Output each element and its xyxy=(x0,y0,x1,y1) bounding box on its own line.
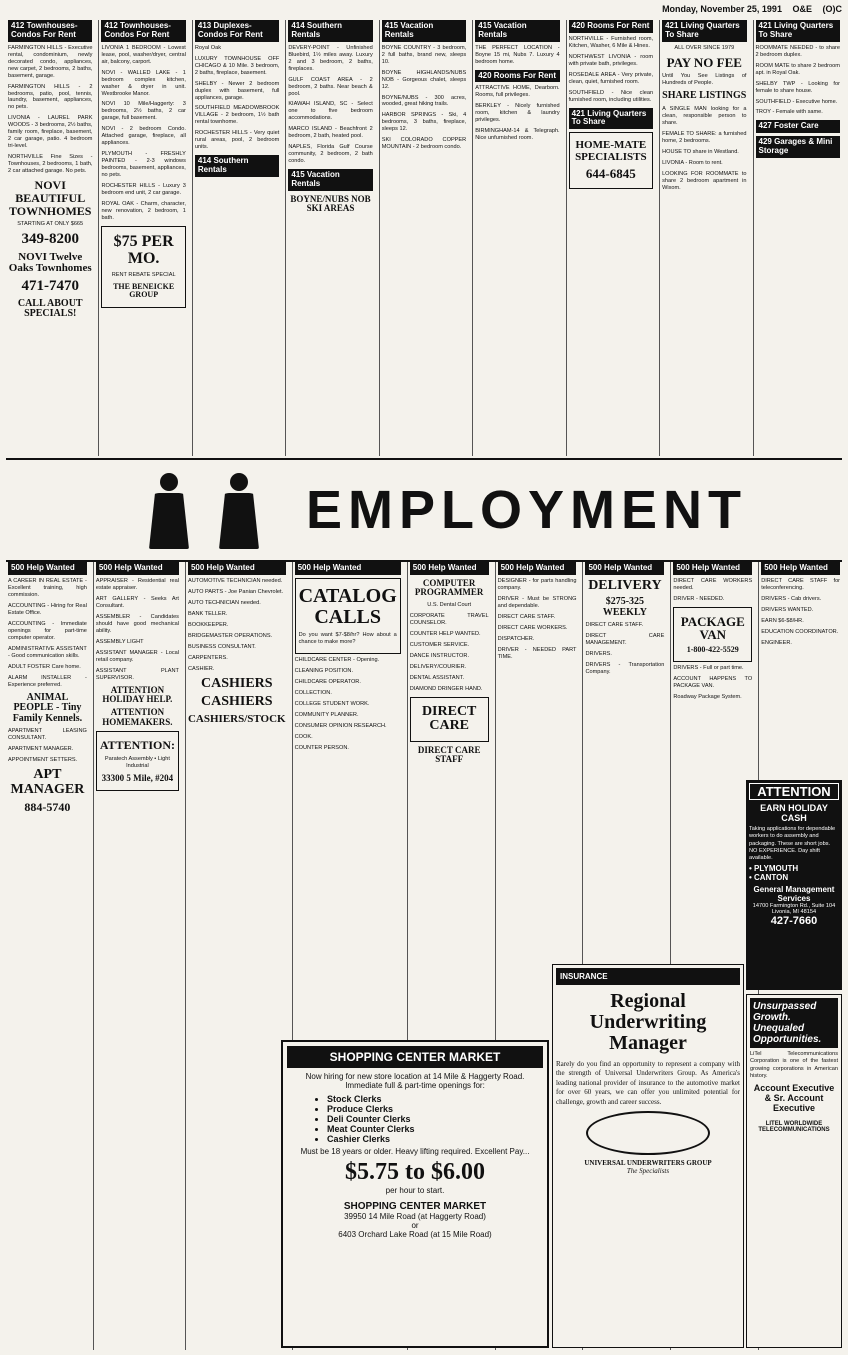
classified-ad: BOYNE HIGHLANDS/NUBS NOB - Gorgeous chalet, sleeps 12. xyxy=(381,69,467,90)
classified-ad: ACCOUNTING - Immediate openings for part-time computer operator. xyxy=(8,620,87,641)
ad-body: LiTel Telecommunications Corporation is one of the fastest growing corporations in American history. xyxy=(750,1051,838,1079)
classified-ad: ENGINEER. xyxy=(761,639,792,646)
classified-ad: CHILDCARE OPERATOR. xyxy=(294,678,361,685)
classified-ad: ROOM MATE to share 2 bedroom apt. in Royal Oak. xyxy=(755,62,840,76)
column-heading: 420 Rooms For Rent xyxy=(569,20,653,33)
classified-column xyxy=(566,20,655,456)
display-ad-title: DIRECT CARE STAFF xyxy=(417,744,481,765)
classified-ad: ASSEMBLY LIGHT xyxy=(95,638,144,645)
display-ad-company: THE BENEICKE GROUP xyxy=(113,281,175,300)
classified-ad: NORTHVILLE - Furnished room, Kitchen, Washer, 6 Mile & Hines. xyxy=(568,35,654,49)
role-title: & Sr. Account Executive xyxy=(764,1093,824,1114)
display-ad-phone: 884-5740 xyxy=(24,800,71,815)
column-heading: 420 Rooms For Rent xyxy=(475,70,559,83)
column-heading: 412 Townhouses-Condos For Rent xyxy=(8,20,92,42)
ad-title: SHOPPING CENTER MARKET xyxy=(287,1046,543,1068)
classified-ad: COLLECTION. xyxy=(294,689,332,696)
column-heading: 500 Help Wanted xyxy=(8,562,87,575)
classified-ad: DEVERY-POINT - Unfinished Bluebird, 1½ miles away. Luxury 2 and 3 bedroom, 2 baths, fireplaces. xyxy=(288,44,373,72)
display-ad-title: NOVI BEAUTIFUL TOWNHOMES xyxy=(8,178,92,218)
ad-body: Rarely do you find an opportunity to represent a company with the strength of Universal Underwriters Group. As America's leading national provider of insurance to the automotive market for over 60 years, we can offer you unlimited potential for challenge, growth and career success. xyxy=(556,1060,740,1106)
classified-ad: ADMINISTRATIVE ASSISTANT - Good communication skills. xyxy=(8,645,87,659)
display-ad-phone: 1-800-422-5529 xyxy=(686,645,739,655)
classified-ad: COUNTER PERSON. xyxy=(294,744,349,751)
classified-ad: DESIGNER - for parts handling company. xyxy=(497,577,577,591)
classified-ad: DRIVER - NEEDED PART TIME. xyxy=(497,646,577,660)
classified-ad: LUXURY TOWNHOUSE OFF CHICAGO & 10 Mile. 3 bedroom, 2 baths, fireplace, basement. xyxy=(194,55,280,76)
classified-ad: CORPORATE TRAVEL COUNSELOR. xyxy=(409,612,489,626)
classified-ad: DIRECT CARE WORKERS. xyxy=(497,624,568,631)
classified-ad: DIAMOND DRINGER HAND. xyxy=(409,685,483,692)
display-ad-title: CASHIERS xyxy=(200,694,273,710)
classified-ad: NOVI - WALLED LAKE - 1 bedroom complex kitchen, washer & dryer in unit. Westbrooke Manor. xyxy=(101,69,186,97)
classified-ad: ACCOUNT HAPPENS TO PACKAGE VAN. xyxy=(673,676,753,690)
classified-ad: DENTAL ASSISTANT. xyxy=(409,674,465,681)
classified-ad: DRIVERS - Full or part time. xyxy=(673,665,744,672)
classified-ad: NOVI 10 Mile/Haggerty: 3 bedrooms, 2½ baths, 2 car garage, full basement. xyxy=(101,101,186,122)
classified-ad: SKI COLORADO COPPER MOUNTAIN - 2 bedroom condo. xyxy=(381,137,467,151)
classified-ad: DIRECT CARE STAFF. xyxy=(585,622,644,629)
litel-ad xyxy=(746,994,842,1348)
classified-ad: BERKLEY - Nicely furnished room, kitchen & laundry privileges. xyxy=(475,103,560,124)
classified-ad: NORTHWEST LIVONIA - room with private bath, privileges. xyxy=(568,53,654,67)
display-ad-title: SHARE LISTINGS xyxy=(662,90,747,102)
display-ad-subtitle: Paratech Assembly • Light Industrial xyxy=(104,755,170,769)
classified-ad: EARN $6-$8/HR. xyxy=(761,617,804,624)
classified-ad: ATTRACTIVE HOME, Dearborn. Rooms, full privileges. xyxy=(475,85,560,99)
display-ad xyxy=(410,697,489,742)
classified-ad: NAPLES, Florida Gulf Course community, 2 bedroom, 2 bath condo. xyxy=(288,144,373,165)
classified-ad: Until You See Listings of Hundreds of People. xyxy=(662,73,747,87)
firm-address: 14700 Farmington Rd., Suite 104 Livonia, MI 48154 xyxy=(752,903,836,916)
classified-ad: COOK. xyxy=(294,733,313,740)
column-heading: 500 Help Wanted xyxy=(498,562,577,575)
classified-ad: PLYMOUTH - FRESHLY PAINTED - 2-3 windows bedrooms, basement, appliances, no pets. xyxy=(101,151,186,179)
section-title: EMPLOYMENT xyxy=(306,480,748,540)
column-heading: 427 Foster Care xyxy=(756,120,840,133)
column-heading: 500 Help Wanted xyxy=(295,562,401,575)
classified-ad: BOYNE/NUBS - 300 acres, wooded, great hiking trails. xyxy=(381,94,467,108)
classified-ad: LIVONIA 1 BEDROOM - Lowest lease, pool, washer/dryer, central air, balcony, carport. xyxy=(101,44,186,65)
classified-ad: ADULT FOSTER Care home. xyxy=(8,663,81,670)
column-heading: 415 Vacation Rentals xyxy=(382,20,466,42)
display-ad-title: ATTENTION HOMEMAKERS. xyxy=(102,707,173,727)
column-heading: 500 Help Wanted xyxy=(761,562,840,575)
classified-ad: APARTMENT LEASING CONSULTANT. xyxy=(8,728,87,742)
classified-ad: ROOMMATE NEEDED - to share 2 bedroom duplex. xyxy=(755,44,840,58)
classified-column xyxy=(185,562,288,1350)
classified-ad: BIRMINGHAM-14 & Telegraph. Nice unfurnished room. xyxy=(475,128,560,142)
classified-ad: DRIVER - NEEDED. xyxy=(673,595,725,602)
display-ad-title: NOVI Twelve Oaks Townhomes xyxy=(8,250,92,275)
classified-column xyxy=(285,20,374,456)
classified-column xyxy=(753,20,842,456)
classified-ad: COLLEGE STUDENT WORK. xyxy=(294,700,370,707)
job-item: • Stock Clerks xyxy=(327,1094,543,1104)
display-ad xyxy=(569,132,653,189)
display-ad xyxy=(101,226,185,307)
classified-ad: ALL OVER SINCE 1979 xyxy=(674,44,735,51)
ad-category: INSURANCE xyxy=(556,968,740,985)
role-title: Account Executive xyxy=(753,1083,835,1094)
classified-ad: SHELBY - Newer 2 bedroom duplex with basement, full appliances, garage. xyxy=(194,80,280,101)
classified-ad: HOUSE TO share in Westland. xyxy=(662,148,739,155)
classified-ad: DIRECT CARE STAFF. xyxy=(497,613,556,620)
address-2: 6403 Orchard Lake Road (at 15 Mile Road) xyxy=(338,1230,492,1239)
classified-ad: ART GALLERY - Seeks Art Consultant. xyxy=(95,595,179,609)
classified-ad: CONSUMER OPINION RESEARCH. xyxy=(294,722,387,729)
classified-column xyxy=(6,562,89,1350)
display-ad-title: COMPUTER PROGRAMMER xyxy=(414,577,484,598)
firm-phone: 427-7660 xyxy=(770,915,818,928)
header-date: Monday, November 25, 1991 xyxy=(662,4,782,14)
classified-ad: COUNTER HELP WANTED. xyxy=(409,630,481,637)
classified-ad: APPRAISER - Residential real estate appraiser. xyxy=(95,577,179,591)
classified-ad: SOUTHFIELD MEADOWBROOK VILLAGE - 2 bedroom, 1½ bath rental townhome. xyxy=(194,105,280,126)
display-ad-title: DELIVERY xyxy=(588,577,662,593)
classified-ad: A CAREER IN REAL ESTATE - Excellent training, high commission. xyxy=(8,577,87,598)
footer-name: SHOPPING CENTER MARKET xyxy=(343,1201,487,1212)
classified-ad: ASSISTANT MANAGER - Local retail company. xyxy=(95,649,179,663)
classified-ad: SOUTHFIELD - Executive home. xyxy=(755,98,838,105)
classified-ad: ALARM INSTALLER - Experience preferred. xyxy=(8,674,87,688)
classified-column xyxy=(659,20,748,456)
classified-ad: U.S. Dental Court xyxy=(427,601,472,608)
classified-ad: CLEANING POSITION. xyxy=(294,667,354,674)
classified-ad: AUTO TECHNICIAN needed. xyxy=(187,599,261,606)
company-name: LITEL WORLDWIDE TELECOMMUNICATIONS xyxy=(758,1121,830,1134)
display-ad xyxy=(96,731,179,791)
classified-ad: DRIVERS. xyxy=(585,651,612,658)
classified-ad: Do you want $7-$8/hr? How about a chance to make more? xyxy=(298,631,397,645)
company-name: UNIVERSAL UNDERWRITERS GROUP xyxy=(584,1159,712,1168)
classified-ad: HARBOR SPRINGS - Ski, 4 bedrooms, 3 baths, fireplace, sleeps 12. xyxy=(381,112,467,133)
classified-column xyxy=(98,20,187,456)
display-ad-title: CATALOG CALLS xyxy=(298,584,397,628)
display-ad-subtitle: RENT REBATE SPECIAL xyxy=(111,271,176,278)
classified-ad: FARMINGTON HILLS - 2 bedrooms, patio, pool, tennis, laundry, basement, appliances, no pets. xyxy=(8,83,93,111)
classified-ad: ROSEDALE AREA - Very private, clean, quiet, furnished room. xyxy=(568,71,654,85)
classified-ad: CUSTOMER SERVICE. xyxy=(409,641,470,648)
column-heading: 500 Help Wanted xyxy=(673,562,752,575)
column-heading: 415 Vacation Rentals xyxy=(288,169,372,191)
display-ad-title: BOYNE/NUBS NOB SKI AREAS xyxy=(290,193,371,214)
display-ad xyxy=(673,607,752,663)
job-item: • Meat Counter Clerks xyxy=(327,1124,543,1134)
classified-ad: NORTHVILLE Fine Sizes - Townhouses, 2 bedrooms, 1 bath, 2 car attached garage. No pets. xyxy=(8,154,93,175)
ad-intro: Now hiring for new store location at 14 Mile & Haggerty Road. Immediate full & part-time openings for: xyxy=(305,1072,525,1090)
column-heading: 414 Southern Rentals xyxy=(288,20,372,42)
location: • CANTON xyxy=(749,873,789,883)
location: • PLYMOUTH xyxy=(749,864,799,874)
ad-body: Taking applications for dependable workers to do assembly and packaging. These are short jobs. NO EXPERIENCE. Day shift available. xyxy=(749,826,836,862)
insurance-ad xyxy=(552,964,744,1348)
classified-ad: BOYNE COUNTRY - 3 bedroom, 2 full baths, brand new, sleeps 10. xyxy=(381,44,467,65)
company-logo-icon xyxy=(586,1111,710,1155)
display-ad-phone: 644-6845 xyxy=(585,166,636,182)
column-heading: 414 Southern Rentals xyxy=(195,155,279,177)
top-classifieds xyxy=(6,20,842,456)
classified-ad: ASSISTANT PLANT SUPERVISOR. xyxy=(95,667,179,681)
display-ad-title: $75 PER MO. xyxy=(113,233,174,268)
classified-ad: ASSEMBLER - Candidates should have good mechanical ability. xyxy=(95,613,179,634)
classified-ad: CARPENTERS. xyxy=(187,654,228,661)
display-ad-title: CASHIERS xyxy=(200,675,273,691)
classified-ad: DANCE INSTRUCTOR. xyxy=(409,652,470,659)
ad-title: ATTENTION xyxy=(749,783,839,800)
classified-ad: LOOKING FOR ROOMMATE to share 2 bedroom apartment in Wixom. xyxy=(662,170,747,191)
column-heading: 421 Living Quarters To Share xyxy=(662,20,746,42)
classified-ad: THE PERFECT LOCATION - Boyne 15 mi, Nubs 7. Luxury 4 bedroom home. xyxy=(475,44,560,65)
classified-ad: DRIVERS WANTED. xyxy=(761,606,814,613)
attention-ad xyxy=(746,780,842,990)
classified-ad: SHELBY TWP - Looking for female to share house. xyxy=(755,80,840,94)
classified-ad: AUTOMOTIVE TECHNICIAN needed. xyxy=(187,577,283,584)
classified-ad: CHILDCARE CENTER - Opening. xyxy=(294,656,380,663)
address-separator: or xyxy=(411,1221,419,1230)
display-ad-title: ATTENTION: xyxy=(99,738,175,753)
classified-ad: MARCO ISLAND - Beachfront 2 bedroom, 2 bath, heated pool. xyxy=(288,126,373,140)
display-ad-title: CASHIERS/STOCK xyxy=(187,713,286,726)
ad-requirements: Must be 18 years or older. Heavy lifting required. Excellent Pay... xyxy=(300,1147,530,1156)
classified-ad: AUTO PARTS - Joe Panian Chevrolet. xyxy=(187,588,284,595)
classified-column xyxy=(192,20,281,456)
column-heading: 429 Garages & Mini Storage xyxy=(756,136,840,158)
classified-ad: ACCOUNTING - Hiring for Real Estate Office. xyxy=(8,602,87,616)
classified-ad: CASHIER. xyxy=(187,665,215,672)
header-page: (O)C xyxy=(822,4,842,14)
column-heading: 413 Duplexes-Condos For Rent xyxy=(195,20,279,42)
display-ad-title: ATTENTION HOLIDAY HELP. xyxy=(102,684,173,705)
classified-ad: DELIVERY/COURIER. xyxy=(409,663,467,670)
column-heading: 500 Help Wanted xyxy=(585,562,664,575)
column-heading: 412 Townhouses-Condos For Rent xyxy=(101,20,185,42)
classified-ad: SOUTHFIELD - Nice clean furnished room, including utilities. xyxy=(568,89,654,103)
column-heading: 421 Living Quarters To Share xyxy=(756,20,840,42)
classified-ad: GULF COAST AREA - 2 bedroom, 2 baths. Near beach & pool. xyxy=(288,76,373,97)
display-ad-title: PACKAGE VAN xyxy=(680,613,745,643)
display-ad-title: PAY NO FEE xyxy=(666,54,742,70)
classified-ad: BANK TELLER. xyxy=(187,610,228,617)
column-heading: 500 Help Wanted xyxy=(188,562,286,575)
display-ad-tag: CALL ABOUT SPECIALS! xyxy=(17,297,83,320)
classified-ad: BOOKKEEPER. xyxy=(187,621,229,628)
classified-ad: EDUCATION COORDINATOR. xyxy=(761,628,839,635)
classified-ad: A SINGLE MAN looking for a clean, responsible person to share. xyxy=(662,105,747,126)
display-ad-phone: 471-7470 xyxy=(21,277,79,294)
classified-column xyxy=(379,20,468,456)
firm-name: General Management Services xyxy=(753,885,835,904)
pay-range: $5.75 to $6.00 xyxy=(345,1159,485,1185)
ad-subtitle: EARN HOLIDAY CASH xyxy=(760,803,828,823)
employment-banner xyxy=(6,458,842,562)
classified-ad: APPOINTMENT SETTERS. xyxy=(8,757,78,764)
classified-ad: DIRECT CARE MANAGEMENT. xyxy=(585,633,665,647)
classified-column xyxy=(93,562,181,1350)
job-item: • Deli Counter Clerks xyxy=(327,1114,543,1124)
classified-ad: KIAWAH ISLAND, SC - Select one to five bedroom accommodations. xyxy=(288,101,373,122)
pay-unit: per hour to start. xyxy=(385,1186,445,1195)
classified-ad: ROCHESTER HILLS - Very quiet rural areas, pool, 2 bedroom units. xyxy=(194,130,280,151)
classified-ad: DRIVERS - Transportation Company. xyxy=(585,662,665,676)
display-ad-title: HOME-MATE SPECIALISTS xyxy=(575,139,647,163)
column-heading: 500 Help Wanted xyxy=(410,562,489,575)
classified-ad: BRIDGEMASTER OPERATIONS. xyxy=(187,632,273,639)
classified-ad: NOVI - 2 bedroom Condo. Attached garage, fireplace, all appliances. xyxy=(101,126,186,147)
classified-column xyxy=(472,20,561,456)
column-heading: 500 Help Wanted xyxy=(96,562,179,575)
address-1: 39950 14 Mile Road (at Haggerty Road) xyxy=(344,1212,486,1221)
classified-ad: Royal Oak xyxy=(194,44,221,51)
classified-ad: DIRECT CARE STAFF for teleconferencing. xyxy=(761,577,841,591)
display-ad-title: DIRECT CARE xyxy=(421,703,477,734)
classified-ad: LIVONIA - Room to rent. xyxy=(662,159,723,166)
classified-column xyxy=(6,20,94,456)
classified-ad: ROYAL OAK - Charm, character, new renovation, 2 bedroom, 1 bath. xyxy=(101,201,186,222)
job-list xyxy=(317,1094,543,1144)
display-ad-subtitle: $275-325 WEEKLY xyxy=(602,596,647,618)
classified-ad: LIVONIA - LAUREL PARK WOODS - 3 bedrooms, 2½ baths, family room, fireplace, basement, 2 car garage, patio. 4 bedroom tri-level. xyxy=(8,115,93,150)
ad-title: Unsurpassed Growth. Unequaled Opportunities. xyxy=(750,998,838,1048)
display-ad xyxy=(295,578,401,654)
classified-ad: DISPATCHER. xyxy=(497,635,535,642)
display-ad-subtitle: STARTING AT ONLY $665 xyxy=(17,221,84,228)
classified-ad: TROY - Female with same. xyxy=(755,109,823,116)
display-ad-title: APT MANAGER xyxy=(10,767,85,797)
classified-ad: APARTMENT MANAGER. xyxy=(8,746,74,753)
job-item: • Cashier Clerks xyxy=(327,1134,543,1144)
display-ad-title: ANIMAL PEOPLE - Tiny Family Kennels. xyxy=(12,691,83,724)
company-tagline: The Specialists xyxy=(626,1167,670,1176)
classified-ad: DIRECT CARE WORKERS needed. xyxy=(673,577,753,591)
job-item: • Produce Clerks xyxy=(327,1104,543,1114)
classified-ad: DRIVERS - Cab drivers. xyxy=(761,595,822,602)
header-section: O&E xyxy=(792,4,812,14)
classified-ad: BUSINESS CONSULTANT. xyxy=(187,643,256,650)
column-heading: 415 Vacation Rentals xyxy=(475,20,559,42)
shopping-center-ad xyxy=(281,1040,549,1348)
page-header xyxy=(6,4,842,18)
classified-ad: ROCHESTER HILLS - Luxury 3 bedroom end unit, 2 car garage. xyxy=(101,183,186,197)
classified-ad: FARMINGTON HILLS - Executive rental, condominium, newly decorated condo, appliances, new carpet, 2 bedrooms, 2 baths, basement, garage. xyxy=(8,44,93,79)
column-heading: 421 Living Quarters To Share xyxy=(569,108,653,130)
classified-ad: DRIVER - Must be STRONG and dependable. xyxy=(497,595,577,609)
display-ad-phone: 349-8200 xyxy=(21,231,79,248)
classified-ad: FEMALE TO SHARE: a furnished home, 2 bedrooms. xyxy=(662,130,747,144)
classified-ad: COMMUNITY PLANNER. xyxy=(294,711,359,718)
classified-ad: Roadway Package System. xyxy=(673,694,742,701)
ad-title: Regional Underwriting Manager xyxy=(589,990,707,1054)
display-ad-address: 33300 5 Mile, #204 xyxy=(101,772,174,783)
people-figures-icon xyxy=(126,465,296,555)
